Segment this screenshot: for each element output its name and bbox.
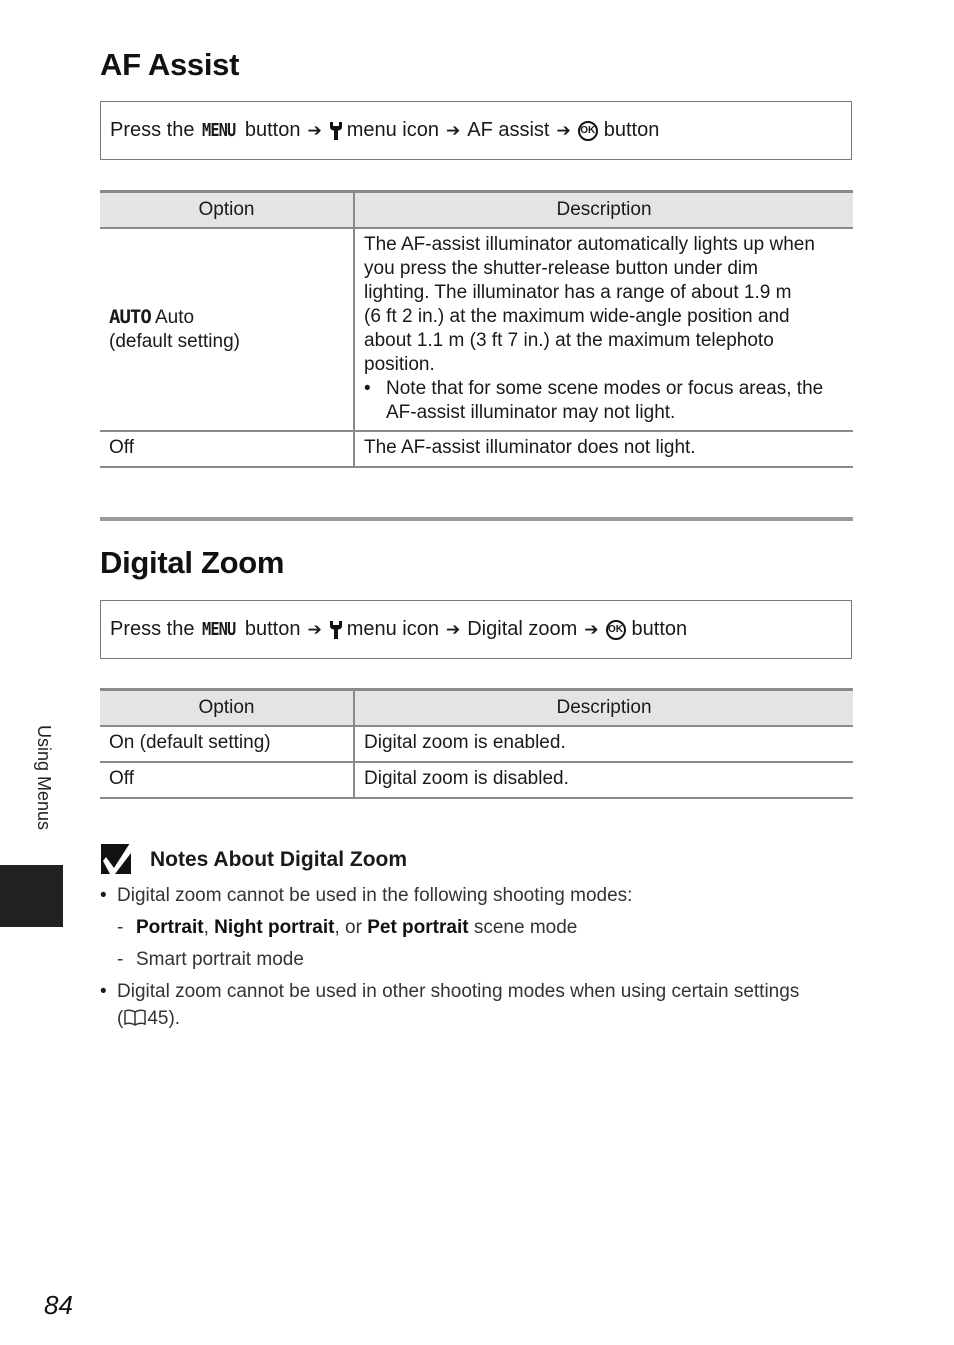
path-text: button [244,119,301,141]
path-text: button [244,618,301,640]
description-cell [354,228,853,431]
desc-line: lighting. The illuminator has a range of about 1.9 m [364,282,792,303]
note-bullet [364,377,844,425]
arrow-right-icon: ➔ [445,619,461,639]
menu-path-digital-zoom [100,600,852,659]
bullet-dot: • [100,981,107,1002]
af-assist-options-table [100,190,853,468]
path-text: Press the [110,618,195,640]
list-sub-item [117,946,860,973]
path-text: menu icon [346,618,439,640]
desc-line: The AF-assist illuminator automatically lights up when [364,234,815,255]
side-chapter-label: Using Menus [34,725,54,831]
page-reference: 45). [147,1008,181,1029]
notes-title: Notes About Digital Zoom [150,848,408,871]
option-note: (default setting) [109,331,240,352]
bullet-dot: • [364,378,371,399]
note-text: Digital zoom cannot be used in the following shooting modes: [117,885,633,906]
menu-path-af-assist [100,101,852,160]
path-menu-item: Digital zoom [467,618,578,640]
page-reference-icon [123,1009,147,1026]
table-row [100,431,853,467]
table-row [100,726,853,762]
section-title-af-assist: AF Assist [100,47,240,82]
table-header-row [100,192,853,229]
menu-button-icon: MENU [202,120,236,141]
table-header-row [100,690,853,727]
description-cell: Digital zoom is disabled. [354,762,853,798]
note-text: Digital zoom cannot be used in other shooting modes when using certain settings [117,981,800,1002]
digital-zoom-options-table [100,688,853,799]
arrow-right-icon: ➔ [445,120,461,140]
section-divider [100,517,853,521]
list-item [100,978,860,1032]
section-title-digital-zoom: Digital Zoom [100,545,285,580]
chapter-tab-marker [0,865,63,927]
arrow-right-icon: ➔ [584,619,599,639]
path-text: menu icon [346,119,439,141]
menu-button-icon: MENU [202,619,236,640]
note-text: scene mode [468,917,578,938]
mode-name: Night portrait [214,917,335,938]
path-menu-item: AF assist [467,119,550,141]
dash-marker: - [117,949,124,970]
list-sub-item [117,914,860,941]
desc-line: (6 ft 2 in.) at the maximum wide-angle position and [364,306,790,327]
bullet-line: Note that for some scene modes or focus areas, the [386,378,824,399]
option-cell: On (default setting) [100,726,354,762]
arrow-right-icon: ➔ [556,120,571,140]
description-cell: Digital zoom is enabled. [354,726,853,762]
mode-name: Pet portrait [367,917,469,938]
column-header-option: Option [100,192,354,229]
ok-button-icon: OK [578,121,598,141]
path-text: Press the [110,119,195,141]
note-text: Smart portrait mode [136,949,304,970]
table-row [100,762,853,798]
option-cell [100,228,354,431]
desc-line: about 1.1 m (3 ft 7 in.) at the maximum telephoto [364,330,774,351]
column-header-description: Description [354,192,853,229]
bullet-line: AF-assist illuminator may not light. [386,402,676,423]
option-cell: Off [100,762,354,798]
mode-name: Portrait [136,917,204,938]
desc-line: position. [364,354,435,375]
path-text: button [603,119,660,141]
notes-section [100,842,860,1032]
separator: , or [334,917,368,938]
desc-line: you press the shutter-release button under dim [364,258,758,279]
ok-button-icon: OK [606,620,626,640]
table-row [100,228,853,431]
notes-heading [100,842,860,878]
arrow-right-icon: ➔ [307,619,322,639]
checkmark-note-icon [100,843,134,877]
path-text: button [631,618,688,640]
option-cell: Off [100,431,354,467]
dash-marker: - [117,917,124,938]
option-label: Auto [155,307,195,328]
list-item [100,882,860,909]
column-header-option: Option [100,690,354,727]
page-number: 84 [44,1290,73,1320]
auto-mode-icon: AUTO [109,306,151,328]
setup-wrench-icon [329,620,343,640]
separator: , [203,917,215,938]
paren: ( [117,1008,124,1029]
column-header-description: Description [354,690,853,727]
description-cell: The AF-assist illuminator does not light. [354,431,853,467]
arrow-right-icon: ➔ [307,120,322,140]
bullet-dot: • [100,885,107,906]
setup-wrench-icon [329,121,343,141]
